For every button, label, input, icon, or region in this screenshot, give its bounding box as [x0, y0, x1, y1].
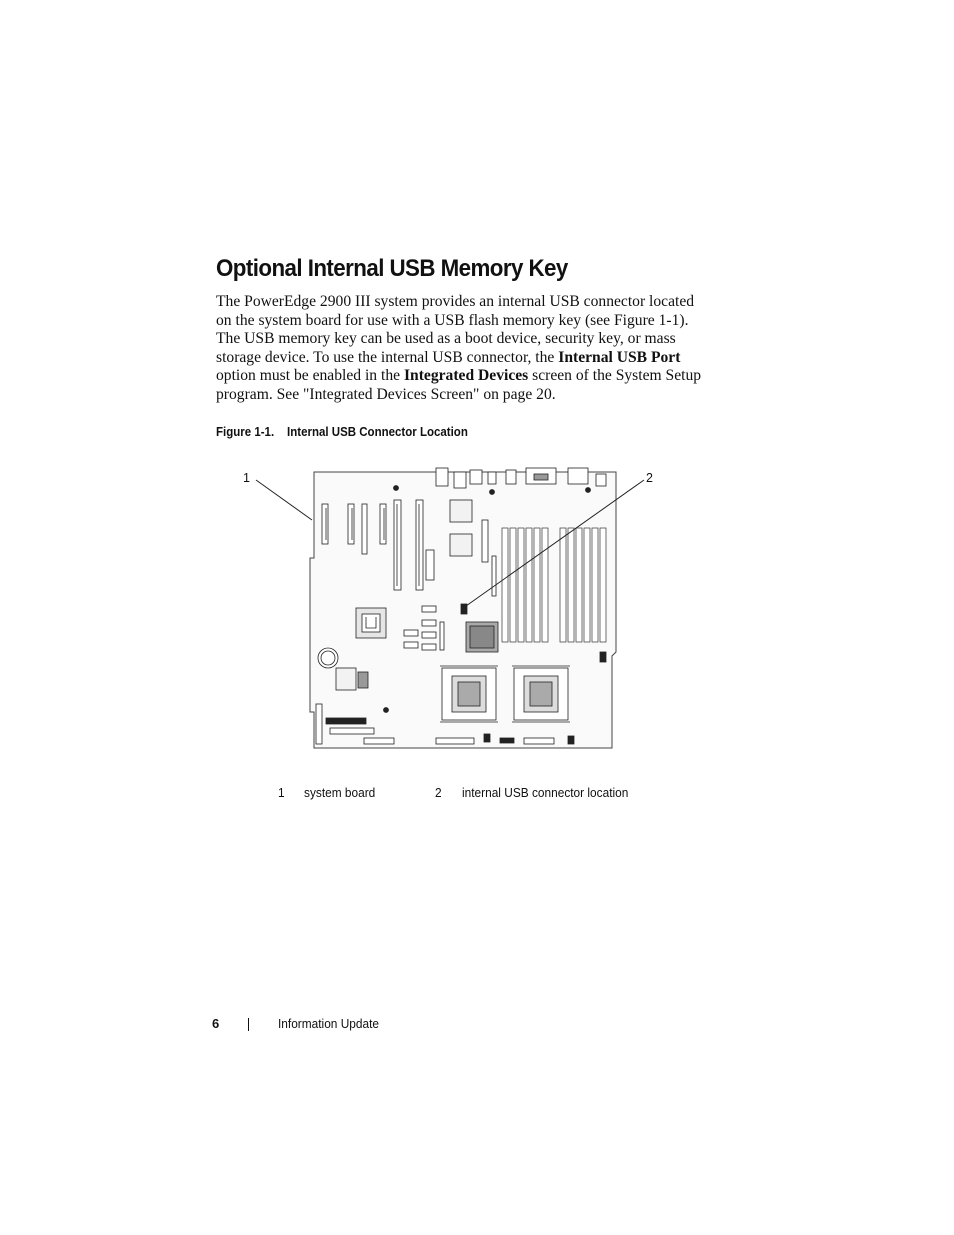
legend-label-2: internal USB connector location — [462, 786, 629, 800]
paragraph-text: option must be enabled in the — [216, 367, 404, 385]
legend-number-2: 2 — [435, 786, 442, 800]
figure-caption — [216, 425, 468, 439]
paragraph-line — [216, 349, 736, 368]
paragraph-line: on the system board for use with a USB flash memory key (see Figure 1-1). — [216, 311, 689, 329]
body-paragraph — [216, 293, 736, 405]
paragraph-text: storage device. To use the internal USB connector, the — [216, 348, 559, 366]
callout-number-1: 1 — [243, 471, 250, 485]
menu-option-integrated-devices: Integrated Devices — [403, 367, 529, 385]
page-heading: Optional Internal USB Memory Key — [216, 255, 568, 282]
footer-divider — [248, 1018, 249, 1031]
page-number: 6 — [212, 1016, 220, 1031]
system-board-illustration — [230, 462, 650, 762]
legend-label-1: system board — [304, 786, 376, 800]
figure-title: Internal USB Connector Location — [287, 425, 468, 439]
footer-section-title: Information Update — [278, 1017, 379, 1031]
paragraph-line: program. See "Integrated Devices Screen" on page 20. — [216, 385, 556, 403]
figure-number: Figure 1-1. — [216, 425, 275, 439]
legend-number-1: 1 — [278, 786, 285, 800]
paragraph-line — [216, 367, 736, 386]
paragraph-text: screen of the System Setup — [528, 367, 702, 385]
paragraph-line: The PowerEdge 2900 III system provides an internal USB connector located — [216, 293, 695, 310]
callout-number-2: 2 — [646, 471, 653, 485]
paragraph-line: The USB memory key can be used as a boot device, security key, or mass — [216, 330, 676, 348]
callout-leader-1 — [256, 480, 312, 520]
menu-option-internal-usb-port: Internal USB Port — [558, 348, 681, 366]
